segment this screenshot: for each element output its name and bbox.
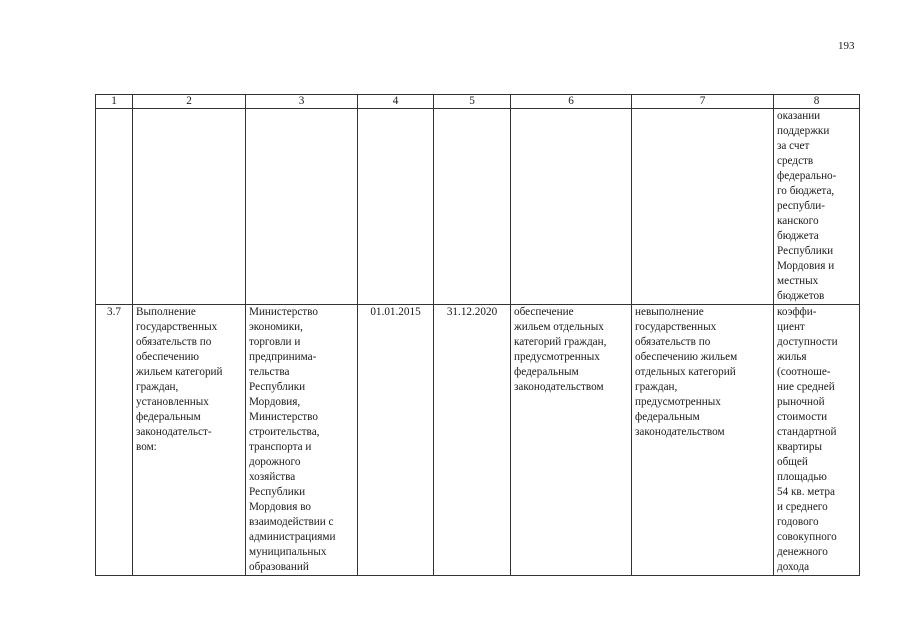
cell-consequences: невыполнение государственных обязательств по обеспечению жильем отдельных категорий граждан, предусмотренных федеральным законодательством	[632, 305, 774, 576]
cell-start-date	[358, 109, 434, 305]
cell-number: 3.7	[96, 305, 133, 576]
program-table	[95, 94, 860, 576]
cell-indicator: коэффи- циент доступности жилья (соотноше- ние средней рыночной стоимости стандартной квартиры общей площадью 54 кв. метра и среднего годового совокупного денежного дохода	[774, 305, 860, 576]
cell-end-date: 31.12.2020	[434, 305, 511, 576]
header-col-7: 7	[632, 95, 774, 109]
cell-indicator: оказании поддержки за счет средств федерально- го бюджета, республи- канского бюджета Республики Мордовия и местных бюджетов	[774, 109, 860, 305]
cell-measure	[133, 109, 246, 305]
table-row-3-7	[96, 305, 860, 576]
cell-number	[96, 109, 133, 305]
cell-consequences	[632, 109, 774, 305]
cell-start-date: 01.01.2015	[358, 305, 434, 576]
header-col-4: 4	[358, 95, 434, 109]
header-row	[96, 95, 860, 109]
page-number: 193	[838, 40, 855, 52]
cell-executor	[246, 109, 358, 305]
header-col-1: 1	[96, 95, 133, 109]
header-col-5: 5	[434, 95, 511, 109]
table-row-continuation	[96, 109, 860, 305]
cell-measure: Выполнение государственных обязательств по обеспечению жильем категорий граждан, установленных федеральным законодательст- вом:	[133, 305, 246, 576]
cell-executor: Министерство экономики, торговли и предпринима- тельства Республики Мордовия, Министерство строительства, транспорта и дорожного хозяйства Республики Мордовия во взаимодействии с администрациями муниципальных образований	[246, 305, 358, 576]
cell-end-date	[434, 109, 511, 305]
header-col-3: 3	[246, 95, 358, 109]
cell-expected-result: обеспечение жильем отдельных категорий граждан, предусмотренных федеральным законодательством	[511, 305, 632, 576]
header-col-2: 2	[133, 95, 246, 109]
cell-expected-result	[511, 109, 632, 305]
header-col-6: 6	[511, 95, 632, 109]
header-col-8: 8	[774, 95, 860, 109]
